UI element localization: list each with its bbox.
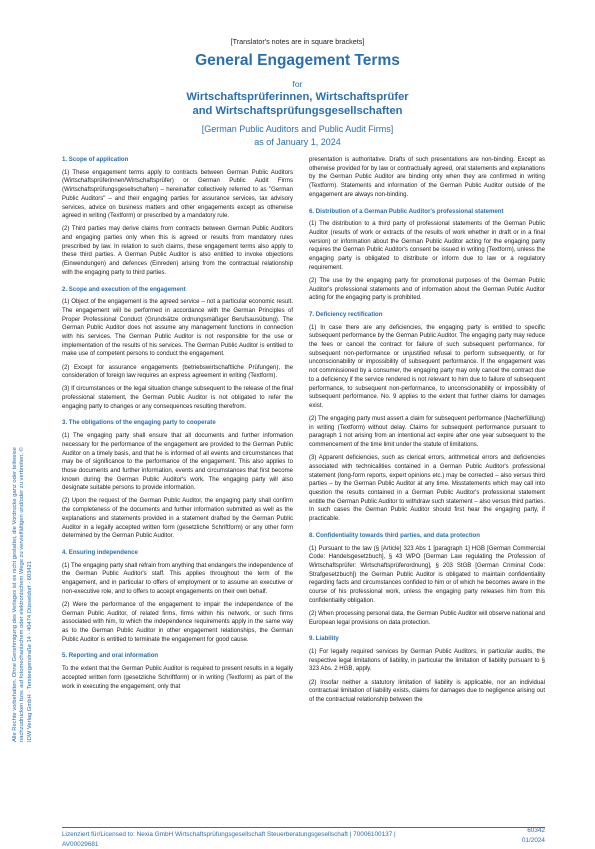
section-paragraph: (3) If circumstances or the legal situation change subsequent to the release of the final professional statement, the German Public Auditor is not obligated to refer the engaging party to changes or any consequences resulting therefrom. xyxy=(62,385,293,411)
section xyxy=(62,419,293,541)
section-heading: 4. Ensuring independence xyxy=(62,549,293,558)
section-paragraph: To the extent that the German Public Auditor is required to present results in a legally accepted written form (gesetzliche Schriftform) or in writing (Textform) as part of the work in executing the engagement, only that xyxy=(62,665,293,691)
section-heading: 7. Deficiency rectification xyxy=(309,311,545,320)
footer-form-code xyxy=(522,826,545,845)
section xyxy=(309,311,545,524)
section-paragraph: presentation is authoritative. Drafts of such presentations are non-binding. Except as otherwise provided for by law or contractually agreed, oral statements and explanations by the German Public Auditor are binding only when they are confirmed in writing (Textform). Statements and information of the German Public Auditor outside of the engagement are always non-binding. xyxy=(309,156,545,200)
section xyxy=(62,286,293,412)
footer-license-line-1: Lizenziert für/Licensed to: Nexia GmbH Wirtschaftsprüfungsgesellschaft Steuerberatungsgesellschaft | 70006100137 | xyxy=(62,830,492,840)
section-heading: 2. Scope and execution of the engagement xyxy=(62,286,293,295)
subtitle-line-1: Wirtschaftsprüferinnen, Wirtschaftsprüfer xyxy=(0,90,595,104)
section-paragraph: (2) Third parties may derive claims from contracts between German Public Auditors and engaging parties only when this is agreed or results from mandatory rules prescribed by law. In relation to such claims, these engagement terms also apply to these third parties. A German Public Auditor is also entitled to invoke objections (Einwendungen) and defences (Einreden) arising from the contractual relationship with the engaging party to third parties. xyxy=(62,225,293,277)
left-column xyxy=(62,156,293,699)
section-heading: 1. Scope of application xyxy=(62,156,293,165)
document-title: General Engagement Terms xyxy=(0,52,595,70)
section-heading: 8. Confidentiality towards third parties, and data protection xyxy=(309,532,545,541)
section-heading: 6. Distribution of a German Public Auditor's professional statement xyxy=(309,208,545,217)
section xyxy=(309,208,545,303)
section-heading: 3. The obligations of the engaging party to cooperate xyxy=(62,419,293,428)
translator-note: [Translator's notes are in square brackets] xyxy=(0,37,595,46)
section-paragraph: (1) These engagement terms apply to contracts between German Public Auditors (Wirtschaftsprüferinnen/Wirtschaftsprüfer) or German Public Audit Firms (Wirtschaftsprüfungsgesellschaften) – hereinafter collectively referred to as "German Public Auditors" – and their engaging parties for assurance services, tax advisory services, advice on business matters and other engagements except as otherwise agreed in writing (Textform) or prescribed by a mandatory rule. xyxy=(62,169,293,221)
section-paragraph: (2) When processing personal data, the German Public Auditor will observe national and European legal provisions on data protection. xyxy=(309,610,545,627)
section xyxy=(309,156,545,200)
sidebar-line-3: IDW Verlag GmbH · Tersteegenstraße 14 · 40474 Düsseldorf · 603421 xyxy=(27,422,34,742)
section xyxy=(62,156,293,278)
section-paragraph: (1) Pursuant to the law (§ [Article] 323 Abs 1 [paragraph 1] HGB [German Commercial Code: Handelsgesetzbuch], § 43 WPO [German Law regulating the Profession of Wirtschaftsprüfer: Wirtschaftsprüferordnung], § 203 StGB [German Criminal Code: Strafgesetzbuch]) the German Public Auditor is obligated to maintain confidentiality regarding facts and circumstances confided to him or of which he becomes aware in the course of his professional work, unless the engaging party releases him from this confidentiality obligation. xyxy=(309,545,545,606)
section-paragraph: (2) The use by the engaging party for promotional purposes of the German Public Auditor's professional statements and of information about the German Public Auditor acting for the engaging party is prohibited. xyxy=(309,277,545,303)
section-paragraph: (2) The engaging party must assert a claim for subsequent performance (Nacherfüllung) in writing (Textform) without delay. Claims for subsequent performance pursuant to paragraph 1 not arising from an intentional act expire after one year subsequent to the commencement of the time limit under the statute of limitations. xyxy=(309,415,545,450)
section-paragraph: (3) Apparent deficiencies, such as clerical errors, arithmetical errors and deficiencies associated with technicalities contained in a German Public Auditor's professional statement (long-form reports, expert opinions etc.) may be corrected – also versus third parties – by the German Public Auditor at any time. Misstatements which may call into question the results contained in a German Public Auditor's professional statement entitle the German Public Auditor to withdraw such statement – also versus third parties. In such cases the German Public Auditor should first hear the engaging party, if practicable. xyxy=(309,454,545,524)
section-paragraph: (1) The distribution to a third party of professional statements of the German Public Auditor (results of work or extracts of the results of work whether in draft or in a final version) or information about the German Public Auditor acting for the engaging party requires the German Public Auditor's consent be issued in writing (Textform), unless the engaging party is obligated to distribute or inform due to law or a regulatory requirement. xyxy=(309,220,545,272)
section-paragraph: (2) Insofar neither a statutory limitation of liability is applicable, nor an individual contractual limitation of liability exists, claims for damages due to negligence arising out of the contractual relationship between the xyxy=(309,679,545,705)
section-paragraph: (2) Upon the request of the German Public Auditor, the engaging party shall confirm the completeness of the documents and further information submitted as well as the explanations and statements provided in a statement drafted by the German Public Auditor in a legally accepted written form (gesetzliche Schriftform) or any other form determined by the German Public Auditor. xyxy=(62,497,293,541)
section-paragraph: (1) Object of the engagement is the agreed service – not a particular economic result. The engagement will be performed in accordance with the German Principles of Proper Professional Conduct (Grundsätze ordnungsmäßiger Berufsausübung). The German Public Auditor does not assume any management functions in connection with his services. The German Public Auditor is not responsible for the use or implementation of the results of his services. The German Public Auditor is entitled to make use of competent persons to conduct the engagement. xyxy=(62,298,293,359)
copyright-sidebar xyxy=(12,422,34,742)
section-paragraph: (1) The engaging party shall ensure that all documents and further information necessary for the performance of the engagement are provided to the German Public Auditor on a timely basis, and that he is informed of all events and circumstances that may be of significance to the performance of the engagement. This also applies to those documents and further information, events and circumstances that first become known during the German Public Auditor's work. The engaging party will also designate suitable persons to provide information. xyxy=(62,432,293,493)
footer-code-date: 01/2024 xyxy=(522,836,545,846)
subtitle-professions xyxy=(0,90,595,118)
section xyxy=(309,635,545,704)
subtitle-translation xyxy=(0,123,595,148)
sidebar-line-1: Alle Rechte vorbehalten. Ohne Genehmigung des Verlages ist es nicht gestattet, die Vordrucke ganz oder teilweise xyxy=(12,422,19,742)
subtitle-line-4: as of January 1, 2024 xyxy=(0,136,595,149)
sidebar-line-2: nachzudrucken bzw. auf fotomechanischem oder elektronischem Wege zu vervielfältigen und/oder zu verbreiten. © xyxy=(19,422,26,742)
right-column xyxy=(309,156,545,713)
section-paragraph: (1) In case there are any deficiencies, the engaging party is entitled to specific subsequent performance by the German Public Auditor. The engaging party may reduce the fees or cancel the contract for failure of such subsequent performance, for subsequent non-performance or unjustified refusal to perform subsequently, or for unconscionability or impossibility of subsequent performance. If the engagement was not commissioned by a consumer, the engaging party may only cancel the contract due to a deficiency if the service rendered is not relevant to him due to failure of subsequent performance, to subsequent non-performance, to unconscionability or impossibility of subsequent performance. No. 9 applies to the extent that further claims for damages exist. xyxy=(309,324,545,411)
subtitle-line-2: and Wirtschaftsprüfungsgesellschaften xyxy=(0,104,595,118)
subtitle-line-3: [German Public Auditors and Public Audit Firms] xyxy=(0,123,595,136)
footer-code-number: 60342 xyxy=(522,826,545,836)
footer-license-line-2: AV00029681 xyxy=(62,840,492,849)
section-paragraph: (1) The engaging party shall refrain from anything that endangers the independence of the German Public Auditor's staff. This applies throughout the term of the engagement, and in particular to offers of employment or to assume an executive or non-executive role, and to offers to accept engagements on their own behalf. xyxy=(62,562,293,597)
section-paragraph: (2) Were the performance of the engagement to impair the independence of the German Public Auditor, of related firms, firms within his network, or such firms associated with him, to which the independence requirements apply in the same way as to the German Public Auditor in other engagement relationships, the German Public Auditor is entitled to terminate the engagement for good cause. xyxy=(62,601,293,645)
footer-divider xyxy=(62,827,545,828)
section-heading: 9. Liability xyxy=(309,635,545,644)
section-paragraph: (1) For legally required services by German Public Auditors, in particular audits, the respective legal limitations of liability, in particular the limitation of liability pursuant to § 323 Abs. 2 HGB, apply. xyxy=(309,648,545,674)
section xyxy=(62,549,293,644)
section-heading: 5. Reporting and oral information xyxy=(62,652,293,661)
subtitle-for: for xyxy=(0,79,595,89)
section-paragraph: (2) Except for assurance engagements (betriebswirtschaftliche Prüfungen), the consideration of foreign law requires an express agreement in writing (Textform). xyxy=(62,364,293,381)
footer-license xyxy=(62,830,492,849)
section xyxy=(309,532,545,627)
section xyxy=(62,652,293,691)
